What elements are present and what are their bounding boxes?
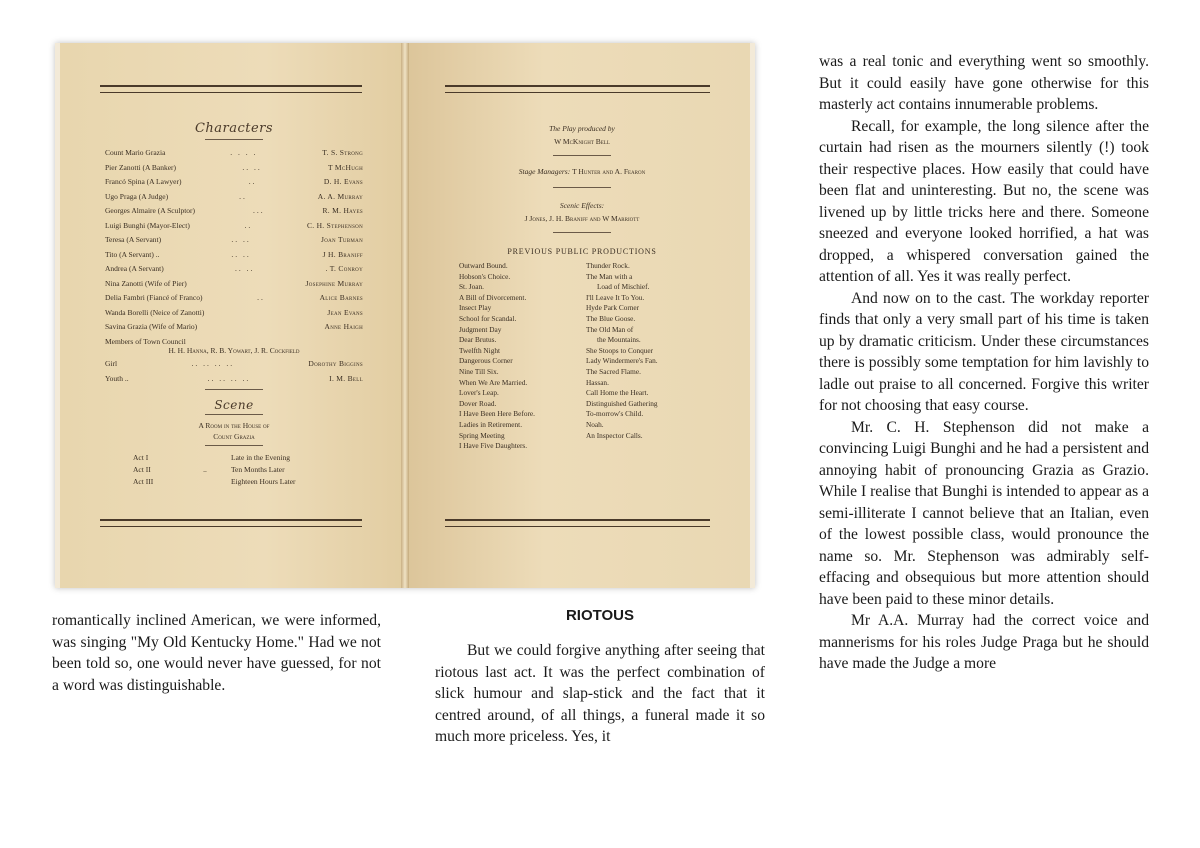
top-rule-right <box>445 85 710 93</box>
scenic-label: Scenic Effects: <box>559 201 605 210</box>
production-title: The Sacred Flame. <box>586 366 641 376</box>
cast-dots: .. .. <box>234 264 255 273</box>
act-act: Act I <box>133 453 149 462</box>
production-title: I Have Been Here Before. <box>459 409 535 419</box>
act-row <box>105 464 363 476</box>
production-title: Thunder Rock. <box>586 261 630 270</box>
production-title: Call Home the Heart. <box>586 388 649 398</box>
cast-role: Andrea (A Servant) <box>105 264 164 273</box>
production-title: An Inspector Calls. <box>586 430 643 440</box>
cast-row <box>105 219 363 234</box>
stage-managers-label: Stage Managers: <box>518 167 571 176</box>
col3-paragraph-1: was a real tonic and everything went so smoothly. But it could easily have gone otherwise for this masterly act contains innumerable problems. <box>819 53 1149 113</box>
production-title: Dangerous Corner <box>459 356 513 366</box>
cast-role: Tito (A Servant) .. <box>105 249 160 259</box>
characters-section <box>105 121 363 521</box>
production-title: Lady Windermere's Fan. <box>586 356 658 366</box>
cast-role: Count Mario Grazia <box>105 148 166 157</box>
production-title: I'll Leave It To You. <box>586 292 645 302</box>
scenic-names: J Jones, J. H. Braniff and W Marriott <box>524 214 640 223</box>
article-column-3 <box>819 51 1149 675</box>
produced-label: The Play produced by <box>549 124 615 133</box>
production-title: The Man with a <box>586 271 633 281</box>
scene-line1: A Room in the House of <box>198 421 270 430</box>
cast-actor: Dorothy Biggins <box>308 359 363 368</box>
cast-end-rule <box>205 389 263 390</box>
cast-actor: A. A. Murray <box>317 191 363 201</box>
production-title: She Stoops to Conquer <box>586 345 654 355</box>
act-act: Act III <box>133 477 154 486</box>
cast-actor: D. H. Evans <box>323 177 363 186</box>
previous-productions-heading: PREVIOUS PUBLIC PRODUCTIONS <box>507 247 657 256</box>
top-rule-left <box>100 85 362 93</box>
acts-list <box>105 452 363 488</box>
programme-fold <box>401 43 409 588</box>
cast-actor: Alice Barnes <box>319 293 363 302</box>
cast-row <box>105 204 363 219</box>
cast-row <box>105 175 363 190</box>
town-council-actors: H. H. Hanna, R. B. Yowart, J. R. Cockfield <box>168 346 300 355</box>
act-time: Eighteen Hours Later <box>231 477 296 486</box>
col2-paragraph: But we could forgive anything after seeing that riotous last act. It was the perfect combination of slick humour and slap-stick and the fact that it centred around, of all things, a funeral made it so much more priceless. Yes, it <box>435 642 765 745</box>
production-title: Twelfth Night <box>459 345 501 355</box>
act-row <box>105 476 363 488</box>
production-title: Nine Till Six. <box>459 366 499 376</box>
production-title: I Have Five Daughters. <box>459 441 528 451</box>
cast-row <box>105 146 363 161</box>
cast-role: Savina Grazia (Wife of Mario) <box>105 322 198 331</box>
stage-managers-line <box>451 166 713 177</box>
cast-actor: T McHugh <box>328 162 363 172</box>
act-act: Act II <box>133 465 151 474</box>
scene-heading: Scene <box>214 398 254 412</box>
production-title: Noah. <box>586 419 604 429</box>
cast-actor: Jean Evans <box>327 307 363 317</box>
article-column-2 <box>435 640 765 748</box>
productions-column-right <box>586 261 713 452</box>
stage-managers-names: T Hunter and A. Fearon <box>572 167 646 176</box>
cast-row <box>105 277 363 292</box>
cast-row <box>105 190 363 205</box>
cast-dots <box>204 306 327 321</box>
act-dots <box>179 452 231 464</box>
cast-dots: .. .. <box>242 162 262 172</box>
production-title: Hobson's Choice. <box>459 271 511 281</box>
characters-heading: Characters <box>194 121 274 136</box>
cast-role: Francó Spina (A Lawyer) <box>105 177 182 186</box>
cast-actor: T. S. Strong <box>322 148 363 157</box>
cast-row <box>105 372 363 387</box>
cast-dots: .. <box>257 293 265 302</box>
cast-dots <box>187 277 306 292</box>
production-title: Dover Road. <box>459 398 497 408</box>
scene-rule <box>205 414 263 415</box>
riotous-heading: RIOTOUS <box>565 607 635 624</box>
cast-role: Youth .. <box>105 373 129 383</box>
cast-actor: R. M. Hayes <box>322 206 363 215</box>
production-title: Judgment Day <box>459 324 502 334</box>
col3-paragraph-2: Recall, for example, the long silence after the curtain had risen as the mourners silently (!) took their respective places. How easily that could have been flat and uninteresting. But no, the scene was livened up by little tricks here and there. Someone sneezed and everyone looked horrified, a hat was dropped, a whispered conversation gained the attention of all. Yes it was really perfect. <box>819 117 1149 285</box>
extra-cast-list <box>105 357 363 386</box>
producer-name: W McKnight Bell <box>554 137 610 146</box>
article-column-1 <box>52 610 381 696</box>
cast-dots: .. .. .. .. <box>207 373 251 383</box>
act-time: Late in the Evening <box>231 453 290 462</box>
town-council-label: Members of Town Council <box>105 336 186 346</box>
cast-dots <box>197 320 324 335</box>
cast-actor: Joan Tubman <box>321 235 363 244</box>
cast-actor: C. H. Stephenson <box>306 220 363 230</box>
col3-paragraph-3: And now on to the cast. The workday reporter finds that only a very small part of his time is taken up by dramatic criticism. Under these circumstances there is possibly some temptation for him lavishly to ladle out praise to all concerned. Forgive this writer for not choosing that easy course. <box>819 289 1149 414</box>
cast-row <box>105 248 363 263</box>
production-title: When We Are Married. <box>459 377 528 387</box>
characters-rule <box>205 139 263 140</box>
production-title: Outward Bound. <box>459 261 508 270</box>
cast-role: Wanda Borelli (Neice of Zanotti) <box>105 307 205 317</box>
cast-row <box>105 291 363 306</box>
cast-row <box>105 320 363 335</box>
act-row <box>105 452 363 464</box>
cast-role: Luigi Bunghi (Mayor-Elect) <box>105 220 190 230</box>
col1-paragraph: romantically inclined American, we were informed, was singing "My Old Kentucky Home." Had we not been told so, one would never have guessed, for not a word was distinguishable. <box>52 612 381 694</box>
cast-role: Teresa (A Servant) <box>105 235 162 244</box>
cast-row <box>105 262 363 277</box>
production-title: Spring Meeting <box>459 430 505 440</box>
cast-row <box>105 161 363 176</box>
scenic-rule <box>553 232 611 233</box>
production-title: To-morrow's Child. <box>586 409 644 419</box>
cast-row <box>105 306 363 321</box>
cast-dots: ... <box>252 206 265 215</box>
cast-role: Nina Zanotti (Wife of Pier) <box>105 278 187 288</box>
theatre-programme-image <box>55 43 755 588</box>
cast-dots: .. .. <box>231 235 251 244</box>
credits-section <box>451 123 713 589</box>
production-title: Insect Play <box>459 303 492 313</box>
production-title: The Old Man of <box>586 324 634 334</box>
cast-actor: I. M. Bell <box>329 373 363 383</box>
cast-dots: .. .. <box>231 249 251 259</box>
production-title: The Blue Goose. <box>586 313 636 323</box>
producer-rule <box>553 155 611 156</box>
production-title: the Mountains. <box>586 335 641 345</box>
cast-role: Ugo Praga (A Judge) <box>105 191 169 201</box>
cast-dots: .. <box>244 220 253 230</box>
col3-paragraph-4: Mr. C. H. Stephenson did not make a convincing Luigi Bunghi and he had a persistent and annoying habit of pronouncing Grazia as Grazio. While I realise that Bunghi is intended to appear as a semi-illiterate I cannot believe that an Italian, even of the lowest possible class, would pronounce the name so. Mr. Stephenson was admirably self-effacing and obsequious but more attention should have been paid to these minor details. <box>819 418 1149 608</box>
production-title: St. Joan. <box>459 282 484 292</box>
production-title: Lover's Leap. <box>459 388 499 398</box>
cast-actor: Josephine Murray <box>305 278 363 288</box>
cast-dots: .. <box>248 177 257 186</box>
productions-column-left <box>459 261 586 452</box>
act-dots <box>179 476 231 488</box>
cast-dots: .. <box>239 191 247 201</box>
production-title: Distinguished Gathering <box>586 398 658 408</box>
scene-line2: Count Grazia <box>213 432 255 441</box>
cast-role: Georges Almaire (A Sculptor) <box>105 206 196 215</box>
production-title: Hassan. <box>586 377 609 387</box>
production-title: School for Scandal. <box>459 313 517 323</box>
cast-role: Delia Fambri (Fiancé of Franco) <box>105 293 203 302</box>
scene-end-rule <box>205 445 263 446</box>
production-title: Hyde Park Corner <box>586 303 640 313</box>
production-title: Ladies in Retirement. <box>459 419 523 429</box>
stage-managers-rule <box>553 187 611 188</box>
act-dots: .. <box>203 465 207 474</box>
cast-row <box>105 357 363 372</box>
col3-paragraph-5: Mr A.A. Murray had the correct voice and mannerisms for his roles Judge Praga but he should have made the Judge a more <box>819 612 1149 672</box>
production-title: Load of Mischief. <box>586 282 650 292</box>
cast-dots: .. .. .. .. <box>191 359 235 368</box>
production-title: A Bill of Divorcement. <box>459 292 527 302</box>
cast-role: Girl <box>105 359 118 368</box>
act-time: Ten Months Later <box>231 465 285 474</box>
cast-actor: Anne Haigh <box>324 322 363 331</box>
cast-list <box>105 146 363 335</box>
cast-actor: J H. Braniff <box>322 249 363 259</box>
production-title: Dear Brutus. <box>459 335 497 345</box>
productions-grid <box>451 261 713 452</box>
cast-row <box>105 233 363 248</box>
cast-role: Pier Zanotti (A Banker) <box>105 162 177 172</box>
cast-dots: . . . . <box>230 148 258 157</box>
cast-actor: . T. Conroy <box>325 264 363 273</box>
